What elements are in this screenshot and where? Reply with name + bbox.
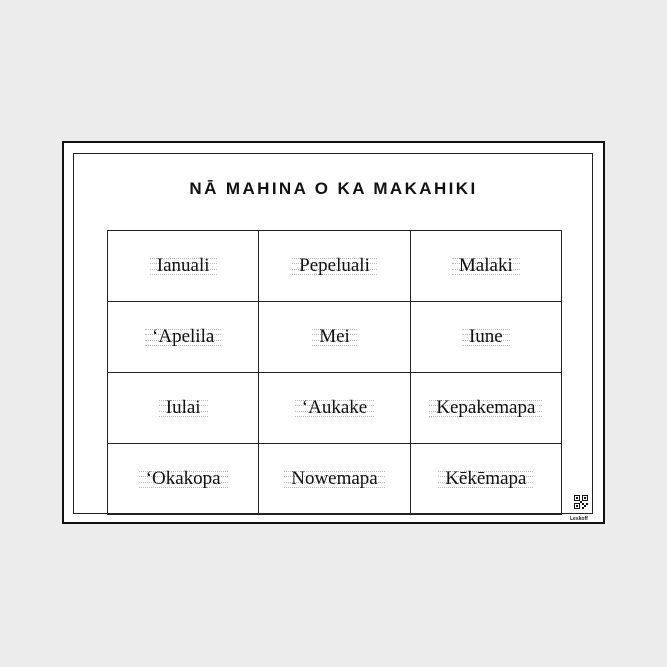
month-label: ‘Apelila bbox=[152, 326, 215, 347]
month-label: Malaki bbox=[458, 255, 513, 276]
month-cell bbox=[108, 373, 259, 444]
month-cell bbox=[108, 302, 259, 373]
month-cell bbox=[259, 373, 410, 444]
month-cell bbox=[108, 231, 259, 302]
month-cell bbox=[411, 444, 562, 515]
month-label: ‘Okakopa bbox=[145, 468, 221, 489]
month-cell bbox=[259, 302, 410, 373]
poster-title: NĀ MAHINA O KA MAKAHIKI bbox=[189, 179, 478, 198]
month-label: Nowemapa bbox=[291, 468, 378, 489]
month-label: Kepakemapa bbox=[436, 397, 536, 418]
month-label: ‘Aukake bbox=[301, 397, 368, 418]
month-label: Iulai bbox=[165, 397, 201, 418]
poster-frame bbox=[62, 141, 605, 524]
month-cell bbox=[259, 444, 410, 515]
qr-code-icon bbox=[574, 495, 588, 509]
month-label: Ianuali bbox=[156, 255, 210, 276]
month-cell bbox=[411, 231, 562, 302]
brand-logo: Leskoff bbox=[570, 516, 588, 522]
month-label: Kēkēmapa bbox=[445, 468, 527, 489]
months-grid bbox=[107, 230, 562, 515]
month-cell bbox=[259, 231, 410, 302]
month-cell bbox=[108, 444, 259, 515]
month-cell bbox=[411, 373, 562, 444]
month-label: Mei bbox=[319, 326, 350, 347]
month-label: Pepeluali bbox=[299, 255, 370, 276]
month-label: Iune bbox=[468, 326, 503, 347]
month-cell bbox=[411, 302, 562, 373]
